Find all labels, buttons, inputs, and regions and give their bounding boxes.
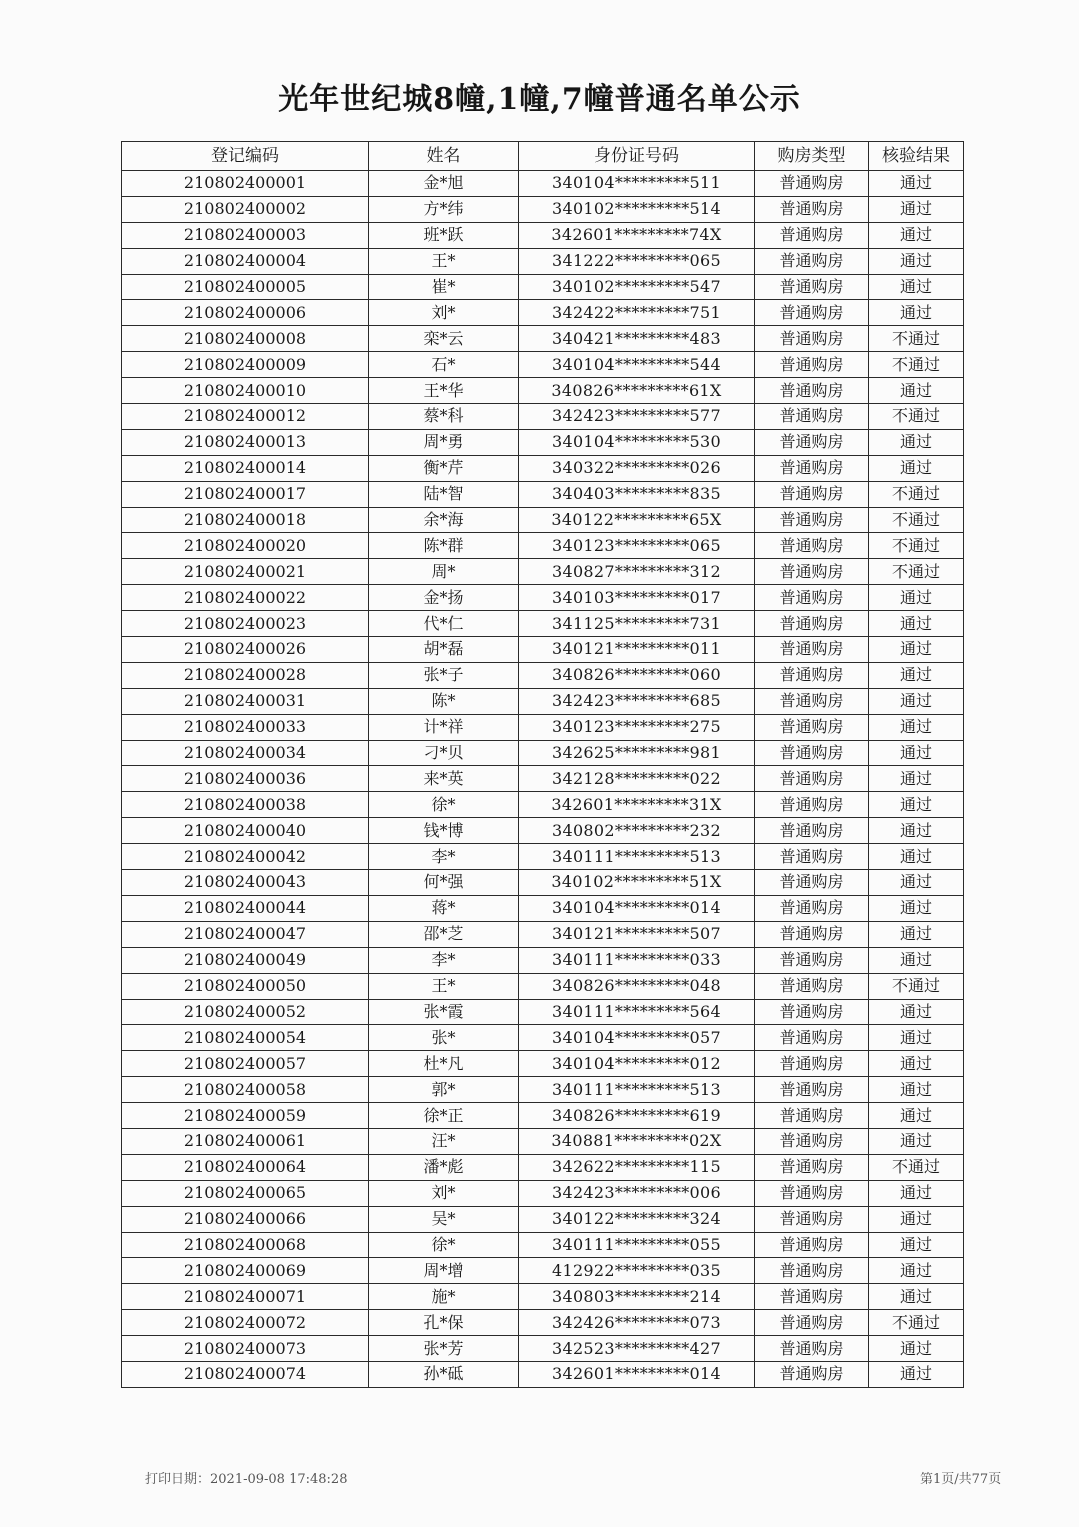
cell-verification-result: 通过: [869, 300, 964, 326]
table-row: [122, 248, 964, 274]
cell-purchase-type: 普通购房: [755, 714, 869, 740]
header-registration-code: 登记编码: [122, 142, 369, 171]
cell-name: 施*: [369, 1284, 519, 1310]
cell-name: 李*: [369, 947, 519, 973]
cell-registration-code: 210802400026: [122, 637, 369, 663]
cell-purchase-type: 普通购房: [755, 1232, 869, 1258]
cell-id-number: 340102*********514: [519, 196, 755, 222]
cell-purchase-type: 普通购房: [755, 1103, 869, 1129]
cell-purchase-type: 普通购房: [755, 404, 869, 430]
cell-purchase-type: 普通购房: [755, 455, 869, 481]
cell-verification-result: 通过: [869, 688, 964, 714]
cell-name: 郭*: [369, 1077, 519, 1103]
cell-registration-code: 210802400050: [122, 973, 369, 999]
cell-purchase-type: 普通购房: [755, 274, 869, 300]
cell-id-number: 412922*********035: [519, 1258, 755, 1284]
cell-registration-code: 210802400017: [122, 481, 369, 507]
cell-verification-result: 通过: [869, 1336, 964, 1362]
cell-id-number: 340111*********513: [519, 1077, 755, 1103]
cell-verification-result: 通过: [869, 611, 964, 637]
cell-verification-result: 不通过: [869, 1310, 964, 1336]
cell-verification-result: 通过: [869, 662, 964, 688]
table-row: [122, 222, 964, 248]
cell-name: 徐*: [369, 792, 519, 818]
cell-registration-code: 210802400047: [122, 921, 369, 947]
table-row: [122, 714, 964, 740]
cell-registration-code: 210802400033: [122, 714, 369, 740]
cell-name: 来*英: [369, 766, 519, 792]
cell-id-number: 340421*********483: [519, 326, 755, 352]
cell-registration-code: 210802400012: [122, 404, 369, 430]
cell-registration-code: 210802400042: [122, 844, 369, 870]
cell-purchase-type: 普通购房: [755, 1180, 869, 1206]
cell-name: 代*仁: [369, 611, 519, 637]
table-row: [122, 507, 964, 533]
cell-registration-code: 210802400049: [122, 947, 369, 973]
table-row: [122, 611, 964, 637]
cell-purchase-type: 普通购房: [755, 378, 869, 404]
cell-purchase-type: 普通购房: [755, 1310, 869, 1336]
cell-name: 蔡*科: [369, 404, 519, 430]
cell-id-number: 342128*********022: [519, 766, 755, 792]
cell-verification-result: 通过: [869, 999, 964, 1025]
cell-verification-result: 通过: [869, 1077, 964, 1103]
cell-name: 刘*: [369, 1180, 519, 1206]
cell-purchase-type: 普通购房: [755, 1154, 869, 1180]
cell-verification-result: 通过: [869, 1361, 964, 1387]
cell-purchase-type: 普通购房: [755, 300, 869, 326]
cell-purchase-type: 普通购房: [755, 870, 869, 896]
cell-registration-code: 210802400065: [122, 1180, 369, 1206]
page-title: 光年世纪城8幢,1幢,7幢普通名单公示: [278, 82, 801, 117]
table-row: [122, 947, 964, 973]
header-id-number: 身份证号码: [519, 142, 755, 171]
table-row: [122, 171, 964, 197]
cell-purchase-type: 普通购房: [755, 947, 869, 973]
cell-name: 王*: [369, 248, 519, 274]
cell-id-number: 340104*********057: [519, 1025, 755, 1051]
cell-id-number: 340104*********530: [519, 429, 755, 455]
cell-verification-result: 通过: [869, 274, 964, 300]
cell-registration-code: 210802400013: [122, 429, 369, 455]
cell-registration-code: 210802400036: [122, 766, 369, 792]
table-row: [122, 662, 964, 688]
cell-id-number: 340104*********544: [519, 352, 755, 378]
cell-name: 李*: [369, 844, 519, 870]
table-row: [122, 1103, 964, 1129]
cell-id-number: 340104*********511: [519, 171, 755, 197]
cell-purchase-type: 普通购房: [755, 921, 869, 947]
table-row: [122, 274, 964, 300]
cell-purchase-type: 普通购房: [755, 895, 869, 921]
cell-purchase-type: 普通购房: [755, 1077, 869, 1103]
print-date: 打印日期：2021-09-08 17:48:28: [145, 1472, 348, 1487]
cell-registration-code: 210802400074: [122, 1361, 369, 1387]
cell-purchase-type: 普通购房: [755, 1051, 869, 1077]
cell-registration-code: 210802400072: [122, 1310, 369, 1336]
table-row: [122, 870, 964, 896]
cell-name: 栾*云: [369, 326, 519, 352]
cell-registration-code: 210802400010: [122, 378, 369, 404]
cell-registration-code: 210802400038: [122, 792, 369, 818]
cell-verification-result: 通过: [869, 947, 964, 973]
cell-verification-result: 通过: [869, 870, 964, 896]
page-info: 第1页/共77页: [920, 1472, 1002, 1487]
cell-id-number: 340121*********011: [519, 637, 755, 663]
roster-table: [121, 141, 964, 1388]
cell-registration-code: 210802400071: [122, 1284, 369, 1310]
cell-purchase-type: 普通购房: [755, 1025, 869, 1051]
cell-registration-code: 210802400061: [122, 1128, 369, 1154]
cell-name: 吴*: [369, 1206, 519, 1232]
cell-purchase-type: 普通购房: [755, 740, 869, 766]
cell-id-number: 340322*********026: [519, 455, 755, 481]
cell-id-number: 340111*********033: [519, 947, 755, 973]
cell-id-number: 342523*********427: [519, 1336, 755, 1362]
cell-id-number: 340826*********060: [519, 662, 755, 688]
table-row: [122, 481, 964, 507]
cell-purchase-type: 普通购房: [755, 662, 869, 688]
cell-name: 刁*贝: [369, 740, 519, 766]
table-row: [122, 740, 964, 766]
cell-purchase-type: 普通购房: [755, 507, 869, 533]
cell-name: 钱*博: [369, 818, 519, 844]
table-row: [122, 559, 964, 585]
cell-verification-result: 通过: [869, 171, 964, 197]
cell-name: 张*子: [369, 662, 519, 688]
table-row: [122, 921, 964, 947]
cell-name: 周*增: [369, 1258, 519, 1284]
table-row: [122, 300, 964, 326]
cell-id-number: 342625*********981: [519, 740, 755, 766]
cell-purchase-type: 普通购房: [755, 637, 869, 663]
cell-purchase-type: 普通购房: [755, 248, 869, 274]
cell-name: 班*跃: [369, 222, 519, 248]
cell-id-number: 340104*********014: [519, 895, 755, 921]
cell-id-number: 340121*********507: [519, 921, 755, 947]
table-row: [122, 352, 964, 378]
table-row: [122, 326, 964, 352]
cell-id-number: 340827*********312: [519, 559, 755, 585]
cell-id-number: 340111*********513: [519, 844, 755, 870]
header-purchase-type: 购房类型: [755, 142, 869, 171]
cell-registration-code: 210802400004: [122, 248, 369, 274]
cell-registration-code: 210802400021: [122, 559, 369, 585]
table-row: [122, 637, 964, 663]
cell-id-number: 342422*********751: [519, 300, 755, 326]
cell-id-number: 340102*********51X: [519, 870, 755, 896]
cell-id-number: 340123*********065: [519, 533, 755, 559]
cell-verification-result: 通过: [869, 792, 964, 818]
cell-name: 金*扬: [369, 585, 519, 611]
cell-id-number: 340803*********214: [519, 1284, 755, 1310]
table-row: [122, 1258, 964, 1284]
cell-purchase-type: 普通购房: [755, 585, 869, 611]
table-row: [122, 973, 964, 999]
cell-registration-code: 210802400058: [122, 1077, 369, 1103]
table-row: [122, 895, 964, 921]
cell-id-number: 340104*********012: [519, 1051, 755, 1077]
cell-verification-result: 通过: [869, 378, 964, 404]
table-row: [122, 1284, 964, 1310]
cell-verification-result: 通过: [869, 455, 964, 481]
cell-id-number: 340403*********835: [519, 481, 755, 507]
cell-name: 金*旭: [369, 171, 519, 197]
header-name: 姓名: [369, 142, 519, 171]
table-row: [122, 792, 964, 818]
table-row: [122, 404, 964, 430]
cell-registration-code: 210802400022: [122, 585, 369, 611]
cell-name: 王*华: [369, 378, 519, 404]
cell-purchase-type: 普通购房: [755, 1336, 869, 1362]
cell-registration-code: 210802400059: [122, 1103, 369, 1129]
cell-id-number: 340826*********048: [519, 973, 755, 999]
cell-verification-result: 不通过: [869, 1154, 964, 1180]
cell-purchase-type: 普通购房: [755, 818, 869, 844]
cell-registration-code: 210802400008: [122, 326, 369, 352]
table-row: [122, 1051, 964, 1077]
cell-name: 刘*: [369, 300, 519, 326]
table-row: [122, 1077, 964, 1103]
cell-registration-code: 210802400005: [122, 274, 369, 300]
cell-id-number: 342423*********006: [519, 1180, 755, 1206]
cell-name: 余*海: [369, 507, 519, 533]
cell-purchase-type: 普通购房: [755, 844, 869, 870]
cell-verification-result: 通过: [869, 818, 964, 844]
cell-verification-result: 通过: [869, 1051, 964, 1077]
table-row: [122, 688, 964, 714]
cell-verification-result: 通过: [869, 429, 964, 455]
cell-name: 周*勇: [369, 429, 519, 455]
cell-registration-code: 210802400069: [122, 1258, 369, 1284]
cell-name: 汪*: [369, 1128, 519, 1154]
cell-id-number: 340826*********61X: [519, 378, 755, 404]
cell-verification-result: 通过: [869, 895, 964, 921]
cell-registration-code: 210802400031: [122, 688, 369, 714]
cell-registration-code: 210802400002: [122, 196, 369, 222]
cell-id-number: 340881*********02X: [519, 1128, 755, 1154]
cell-verification-result: 通过: [869, 1025, 964, 1051]
cell-registration-code: 210802400040: [122, 818, 369, 844]
cell-purchase-type: 普通购房: [755, 1128, 869, 1154]
table-body: [122, 171, 964, 1388]
cell-verification-result: 通过: [869, 844, 964, 870]
cell-name: 孔*保: [369, 1310, 519, 1336]
table-row: [122, 429, 964, 455]
cell-id-number: 340111*********055: [519, 1232, 755, 1258]
cell-verification-result: 不通过: [869, 404, 964, 430]
cell-id-number: 340111*********564: [519, 999, 755, 1025]
cell-verification-result: 不通过: [869, 559, 964, 585]
cell-name: 衡*芹: [369, 455, 519, 481]
cell-id-number: 342426*********073: [519, 1310, 755, 1336]
cell-name: 杜*凡: [369, 1051, 519, 1077]
cell-verification-result: 通过: [869, 1232, 964, 1258]
cell-name: 徐*正: [369, 1103, 519, 1129]
cell-verification-result: 通过: [869, 196, 964, 222]
cell-id-number: 342423*********577: [519, 404, 755, 430]
table-row: [122, 196, 964, 222]
cell-id-number: 340122*********65X: [519, 507, 755, 533]
table-row: [122, 766, 964, 792]
cell-id-number: 340103*********017: [519, 585, 755, 611]
cell-purchase-type: 普通购房: [755, 196, 869, 222]
cell-registration-code: 210802400057: [122, 1051, 369, 1077]
cell-registration-code: 210802400054: [122, 1025, 369, 1051]
cell-verification-result: 不通过: [869, 507, 964, 533]
cell-registration-code: 210802400020: [122, 533, 369, 559]
cell-id-number: 342622*********115: [519, 1154, 755, 1180]
cell-name: 陈*群: [369, 533, 519, 559]
table-row: [122, 818, 964, 844]
cell-name: 徐*: [369, 1232, 519, 1258]
cell-verification-result: 通过: [869, 1128, 964, 1154]
cell-verification-result: 不通过: [869, 481, 964, 507]
cell-registration-code: 210802400001: [122, 171, 369, 197]
cell-purchase-type: 普通购房: [755, 1206, 869, 1232]
cell-purchase-type: 普通购房: [755, 326, 869, 352]
cell-verification-result: 通过: [869, 585, 964, 611]
cell-id-number: 340102*********547: [519, 274, 755, 300]
cell-purchase-type: 普通购房: [755, 481, 869, 507]
cell-name: 王*: [369, 973, 519, 999]
cell-registration-code: 210802400006: [122, 300, 369, 326]
cell-registration-code: 210802400028: [122, 662, 369, 688]
cell-verification-result: 不通过: [869, 533, 964, 559]
cell-verification-result: 通过: [869, 637, 964, 663]
cell-name: 周*: [369, 559, 519, 585]
table-row: [122, 378, 964, 404]
table-row: [122, 999, 964, 1025]
cell-purchase-type: 普通购房: [755, 688, 869, 714]
cell-registration-code: 210802400014: [122, 455, 369, 481]
cell-id-number: 342601*********74X: [519, 222, 755, 248]
cell-verification-result: 通过: [869, 1103, 964, 1129]
cell-verification-result: 通过: [869, 740, 964, 766]
cell-id-number: 342601*********014: [519, 1361, 755, 1387]
cell-purchase-type: 普通购房: [755, 999, 869, 1025]
cell-purchase-type: 普通购房: [755, 352, 869, 378]
cell-id-number: 340123*********275: [519, 714, 755, 740]
cell-verification-result: 不通过: [869, 973, 964, 999]
header-row: [122, 142, 964, 171]
cell-purchase-type: 普通购房: [755, 792, 869, 818]
table-row: [122, 844, 964, 870]
table-row: [122, 1361, 964, 1387]
cell-purchase-type: 普通购房: [755, 1258, 869, 1284]
table-row: [122, 1310, 964, 1336]
cell-name: 张*芳: [369, 1336, 519, 1362]
cell-registration-code: 210802400003: [122, 222, 369, 248]
cell-id-number: 341222*********065: [519, 248, 755, 274]
cell-purchase-type: 普通购房: [755, 222, 869, 248]
cell-verification-result: 通过: [869, 1180, 964, 1206]
cell-registration-code: 210802400066: [122, 1206, 369, 1232]
cell-name: 孙*砥: [369, 1361, 519, 1387]
table-row: [122, 1128, 964, 1154]
cell-id-number: 340826*********619: [519, 1103, 755, 1129]
cell-registration-code: 210802400064: [122, 1154, 369, 1180]
cell-id-number: 342601*********31X: [519, 792, 755, 818]
header-verification-result: 核验结果: [869, 142, 964, 171]
cell-purchase-type: 普通购房: [755, 1284, 869, 1310]
cell-verification-result: 通过: [869, 248, 964, 274]
cell-purchase-type: 普通购房: [755, 1361, 869, 1387]
cell-name: 潘*彪: [369, 1154, 519, 1180]
table-row: [122, 1154, 964, 1180]
cell-verification-result: 不通过: [869, 326, 964, 352]
cell-registration-code: 210802400043: [122, 870, 369, 896]
cell-id-number: 340122*********324: [519, 1206, 755, 1232]
cell-registration-code: 210802400044: [122, 895, 369, 921]
cell-verification-result: 通过: [869, 1258, 964, 1284]
table-header: [122, 142, 964, 171]
cell-purchase-type: 普通购房: [755, 559, 869, 585]
table-row: [122, 455, 964, 481]
cell-name: 张*霞: [369, 999, 519, 1025]
cell-purchase-type: 普通购房: [755, 611, 869, 637]
table-row: [122, 1232, 964, 1258]
cell-name: 陈*: [369, 688, 519, 714]
cell-id-number: 342423*********685: [519, 688, 755, 714]
table-row: [122, 1025, 964, 1051]
cell-name: 何*强: [369, 870, 519, 896]
cell-name: 陆*智: [369, 481, 519, 507]
cell-verification-result: 通过: [869, 714, 964, 740]
cell-registration-code: 210802400018: [122, 507, 369, 533]
cell-registration-code: 210802400052: [122, 999, 369, 1025]
cell-name: 蒋*: [369, 895, 519, 921]
cell-purchase-type: 普通购房: [755, 171, 869, 197]
cell-verification-result: 不通过: [869, 352, 964, 378]
cell-purchase-type: 普通购房: [755, 973, 869, 999]
cell-verification-result: 通过: [869, 766, 964, 792]
cell-registration-code: 210802400073: [122, 1336, 369, 1362]
cell-name: 胡*磊: [369, 637, 519, 663]
cell-purchase-type: 普通购房: [755, 766, 869, 792]
table-row: [122, 533, 964, 559]
table-row: [122, 1336, 964, 1362]
cell-registration-code: 210802400023: [122, 611, 369, 637]
cell-verification-result: 通过: [869, 1284, 964, 1310]
cell-name: 方*纬: [369, 196, 519, 222]
cell-name: 计*祥: [369, 714, 519, 740]
table-row: [122, 1180, 964, 1206]
cell-verification-result: 通过: [869, 222, 964, 248]
cell-registration-code: 210802400034: [122, 740, 369, 766]
cell-name: 邵*芝: [369, 921, 519, 947]
table-row: [122, 1206, 964, 1232]
cell-verification-result: 通过: [869, 1206, 964, 1232]
cell-name: 张*: [369, 1025, 519, 1051]
cell-name: 崔*: [369, 274, 519, 300]
cell-id-number: 340802*********232: [519, 818, 755, 844]
cell-purchase-type: 普通购房: [755, 533, 869, 559]
cell-id-number: 341125*********731: [519, 611, 755, 637]
cell-purchase-type: 普通购房: [755, 429, 869, 455]
cell-registration-code: 210802400068: [122, 1232, 369, 1258]
cell-verification-result: 通过: [869, 921, 964, 947]
cell-registration-code: 210802400009: [122, 352, 369, 378]
cell-name: 石*: [369, 352, 519, 378]
table-row: [122, 585, 964, 611]
